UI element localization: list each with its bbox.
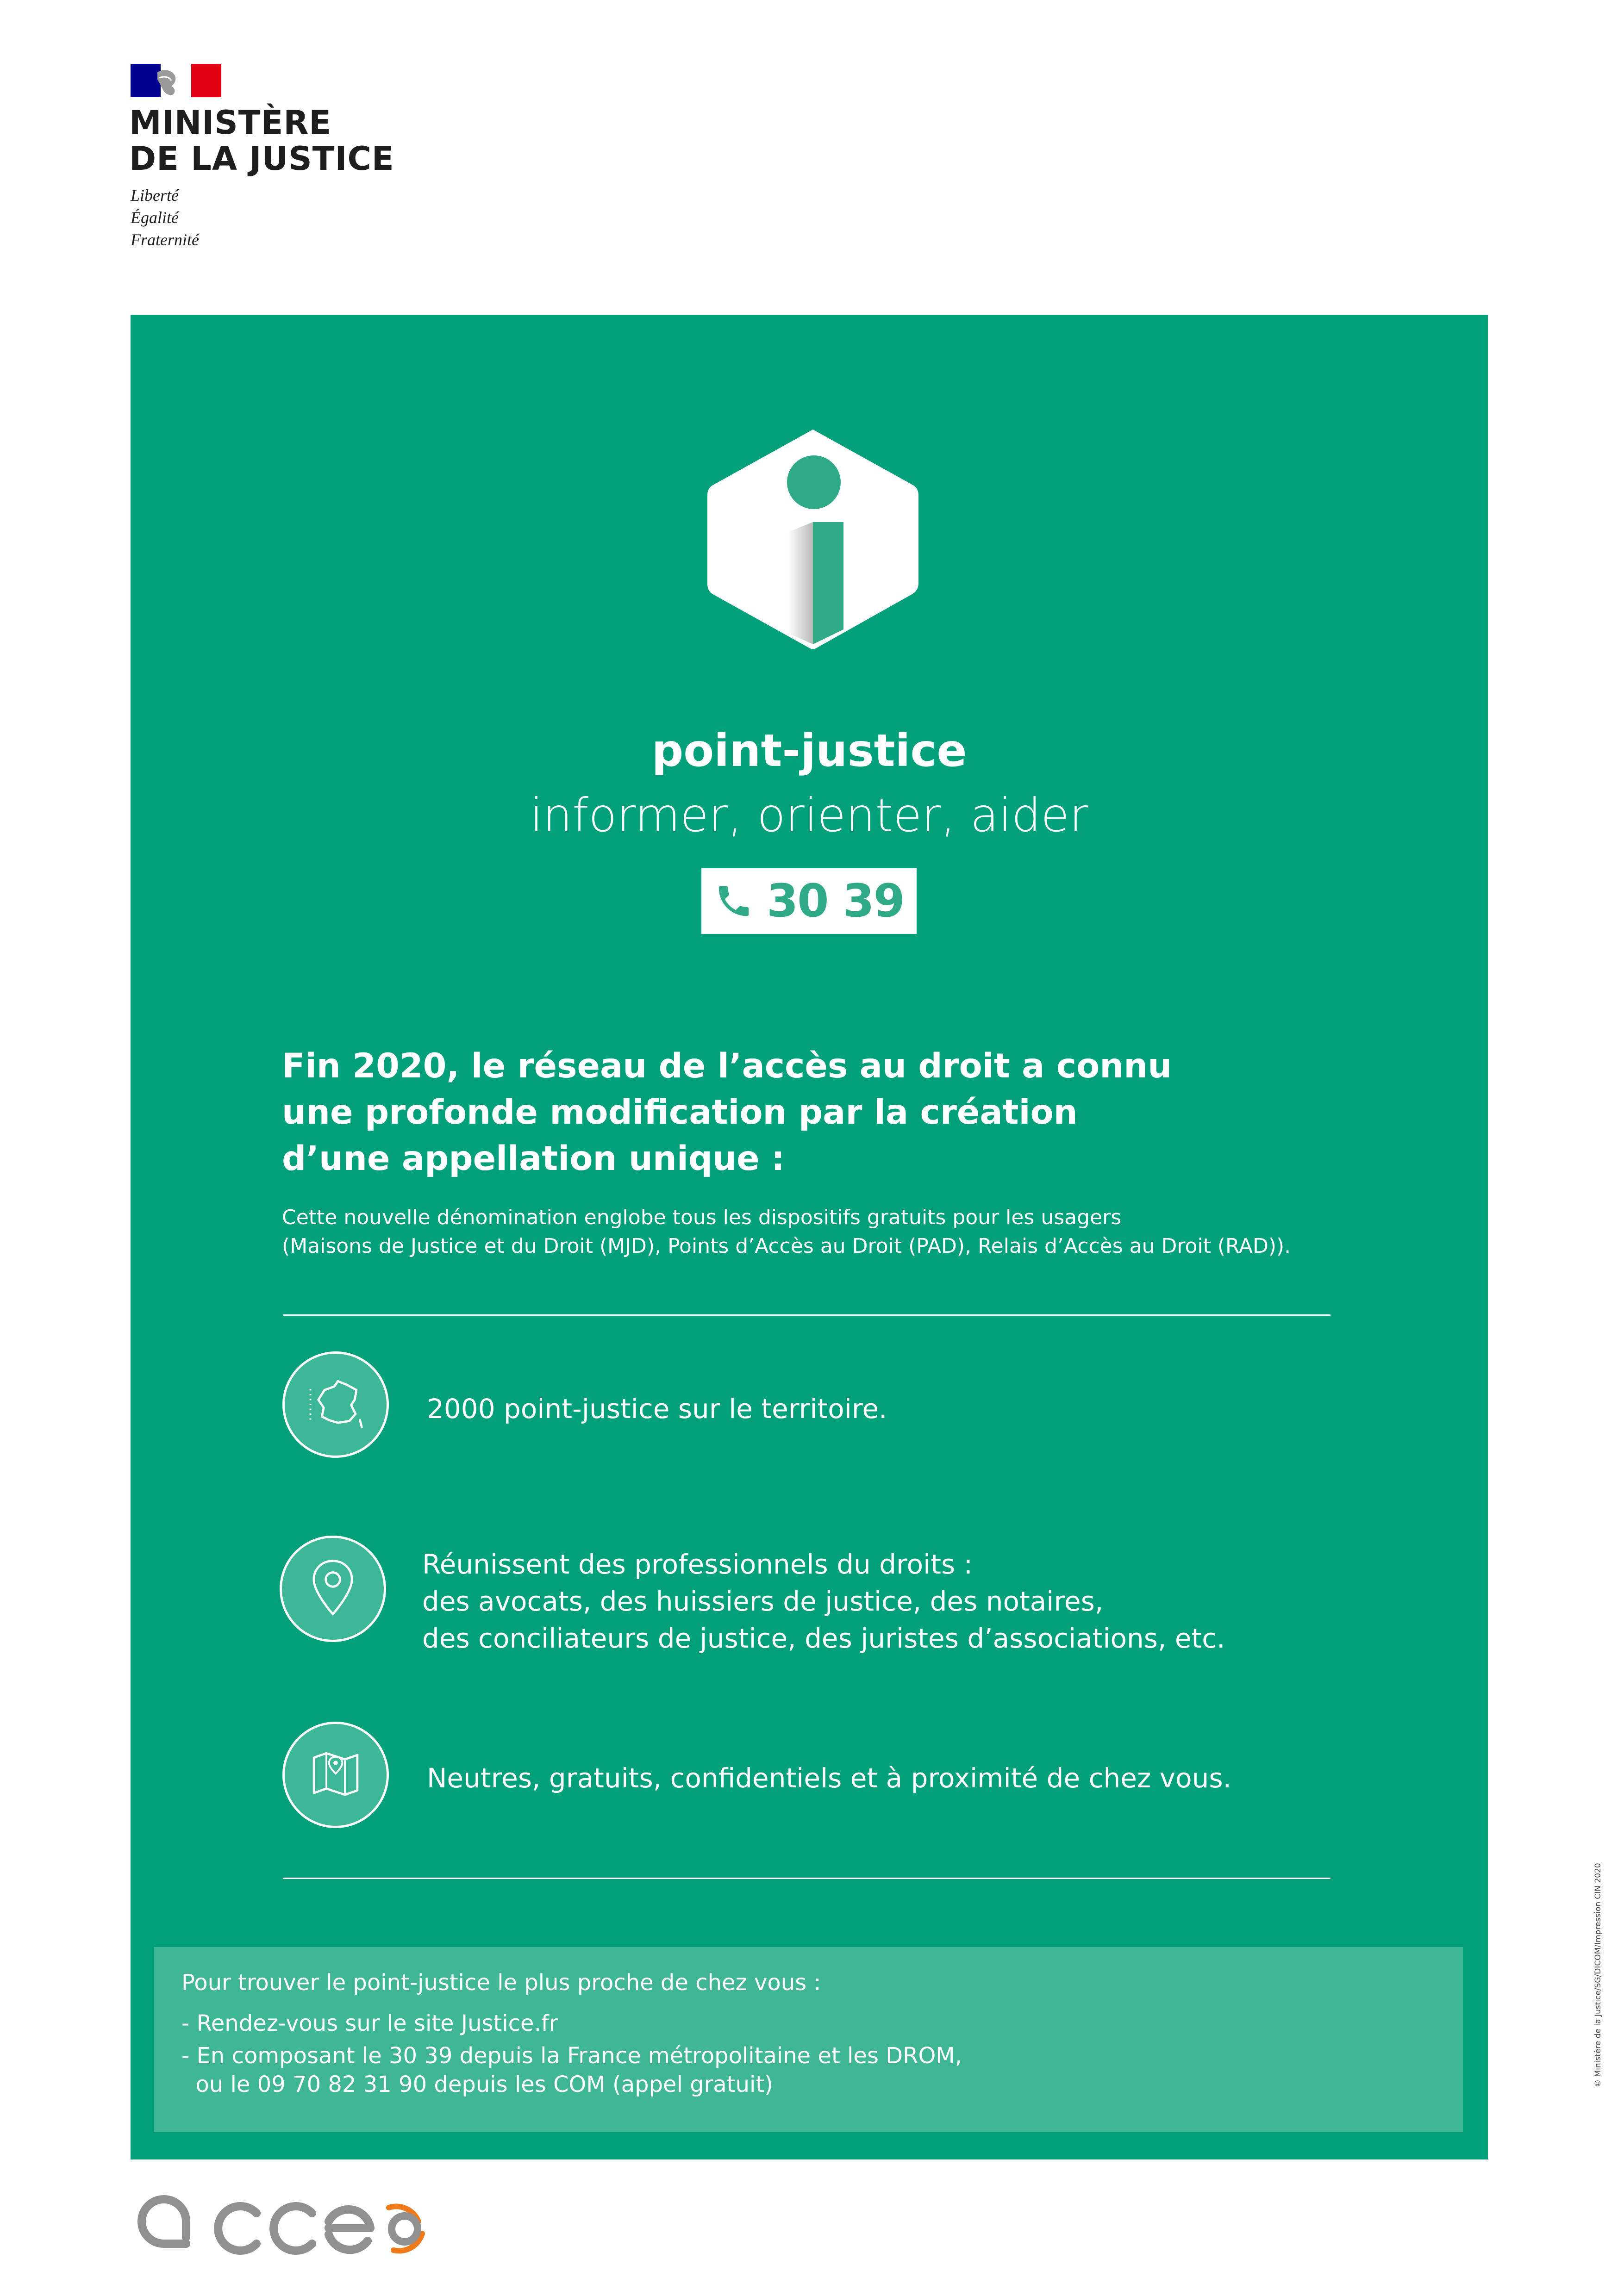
feature-professionals (422, 1546, 1225, 1657)
marianne-flag-logo (131, 64, 221, 97)
republic-motto (131, 184, 199, 251)
divider-top (283, 1314, 1330, 1316)
intro-text-line: Cette nouvelle dénomination englobe tous les dispositifs gratuits pour les usagers (282, 1206, 1122, 1229)
feature-line: Neutres, gratuits, confidentiels et à proximité de chez vous. (427, 1762, 1232, 1794)
feature-line: des avocats, des huissiers de justice, des notaires, (422, 1586, 1104, 1617)
tagline: informer, orienter, aider (530, 788, 1089, 842)
contact-info-item-phone-com: ou le 09 70 82 31 90 depuis les COM (appel gratuit) (181, 2072, 773, 2097)
ministry-name-line2: DE LA JUSTICE (129, 140, 394, 178)
phone-icon (714, 881, 754, 921)
intro-text (282, 1203, 1439, 1261)
intro-heading-line: Fin 2020, le réseau de l’accès au droit a connu (282, 1046, 1172, 1086)
intro-heading-line: une profonde modification par la création (282, 1093, 1078, 1132)
feature-line: 2000 point-justice sur le territoire. (427, 1393, 887, 1425)
copyright-credit: © Ministère de la Justice/SG/DICOM/Impression CIN 2020 (1593, 1863, 1603, 2087)
motto-liberte: Liberté (131, 186, 179, 205)
point-justice-logo-icon (706, 426, 919, 657)
brand-name: point-justice (651, 725, 967, 777)
phone-number: 30 39 (767, 875, 904, 927)
ministry-name (129, 105, 394, 177)
contact-info-box (154, 1947, 1463, 2132)
feature-line: Réunissent des professionnels du droits : (422, 1549, 973, 1580)
folded-map-icon (282, 1722, 389, 1828)
motto-egalite: Égalité (131, 208, 179, 227)
contact-info-item-phone: - En composant le 30 39 depuis la France métropolitaine et les DROM, (181, 2043, 962, 2069)
intro-text-line: (Maisons de Justice et du Droit (MJD), Points d’Accès au Droit (PAD), Relais d’Accès au Droit (RAD)). (282, 1234, 1291, 1258)
intro-heading-line: d’une appellation unique : (282, 1139, 785, 1178)
phone-badge[interactable] (701, 868, 917, 934)
intro-heading (282, 1043, 1254, 1182)
motto-fraternite: Fraternité (131, 230, 199, 249)
ministry-name-line1: MINISTÈRE (129, 104, 332, 142)
feature-line: des conciliateurs de justice, des juristes d’associations, etc. (422, 1623, 1225, 1654)
green-panel (131, 315, 1488, 2159)
feature-neutral-free (427, 1760, 1231, 1797)
contact-info-item-website: - Rendez-vous sur le site Justice.fr (181, 2010, 558, 2036)
contact-info-text (181, 1968, 962, 2099)
divider-bottom (283, 1878, 1330, 1879)
location-pin-icon (280, 1536, 386, 1642)
feature-territory (427, 1390, 887, 1427)
france-map-icon (282, 1351, 389, 1458)
acceo-logo (131, 2189, 432, 2258)
contact-info-title: Pour trouver le point-justice le plus proche de chez vous : (181, 1970, 821, 1996)
